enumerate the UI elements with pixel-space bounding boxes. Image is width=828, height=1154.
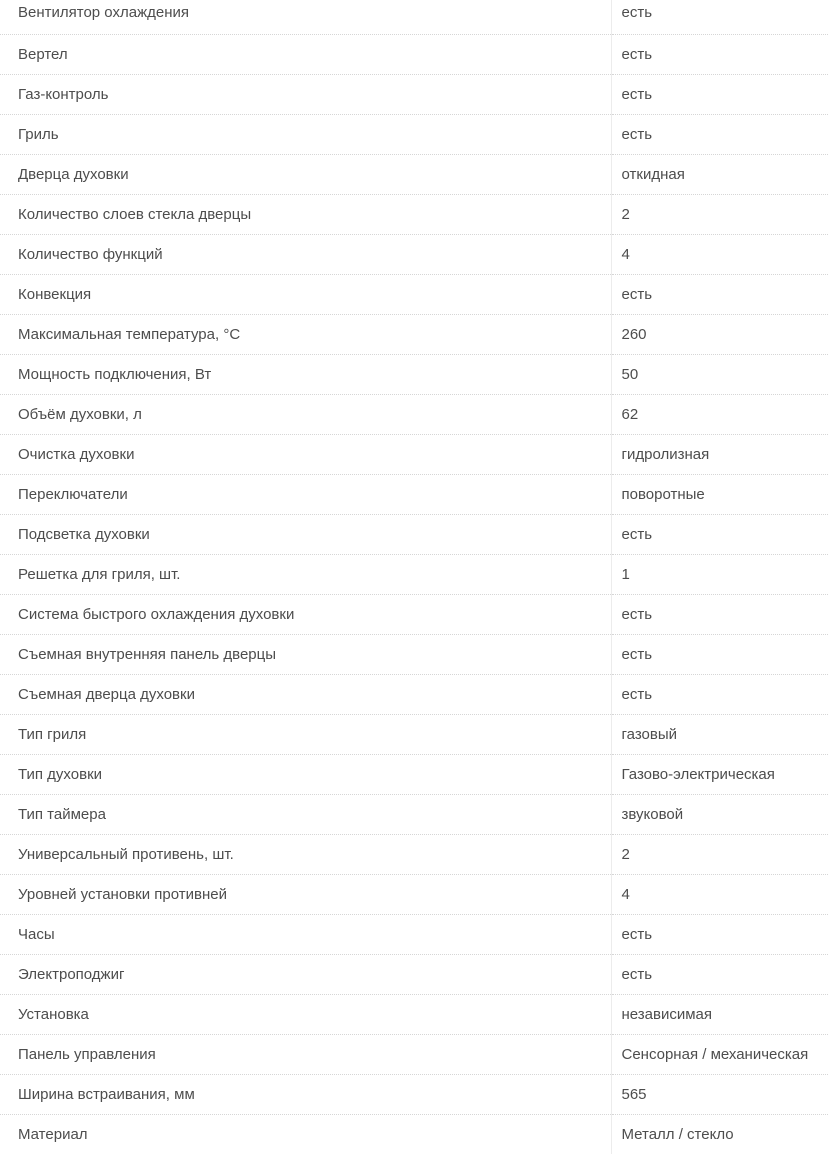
spec-name: Электроподжиг <box>0 954 611 994</box>
spec-value: 565 <box>611 1074 828 1114</box>
spec-row <box>0 274 828 314</box>
spec-row <box>0 1114 828 1154</box>
spec-name: Часы <box>0 914 611 954</box>
spec-row <box>0 1034 828 1074</box>
spec-name: Конвекция <box>0 274 611 314</box>
spec-value: поворотные <box>611 474 828 514</box>
spec-name: Газ-контроль <box>0 74 611 114</box>
spec-name: Объём духовки, л <box>0 394 611 434</box>
spec-row <box>0 554 828 594</box>
spec-name: Количество слоев стекла дверцы <box>0 194 611 234</box>
spec-value: есть <box>611 954 828 994</box>
spec-row <box>0 394 828 434</box>
spec-value: 62 <box>611 394 828 434</box>
spec-row <box>0 914 828 954</box>
spec-row <box>0 234 828 274</box>
spec-name: Подсветка духовки <box>0 514 611 554</box>
spec-row <box>0 874 828 914</box>
spec-value: откидная <box>611 154 828 194</box>
spec-name: Панель управления <box>0 1034 611 1074</box>
spec-row <box>0 794 828 834</box>
spec-name: Тип гриля <box>0 714 611 754</box>
spec-value: звуковой <box>611 794 828 834</box>
spec-value: есть <box>611 74 828 114</box>
spec-name: Универсальный противень, шт. <box>0 834 611 874</box>
spec-value: есть <box>611 674 828 714</box>
spec-row <box>0 994 828 1034</box>
spec-row <box>0 634 828 674</box>
spec-value: 260 <box>611 314 828 354</box>
spec-value: есть <box>611 114 828 154</box>
spec-row <box>0 74 828 114</box>
spec-row <box>0 354 828 394</box>
spec-row <box>0 314 828 354</box>
spec-name: Ширина встраивания, мм <box>0 1074 611 1114</box>
spec-value: есть <box>611 514 828 554</box>
spec-row <box>0 1074 828 1114</box>
spec-row <box>0 594 828 634</box>
spec-value: Сенсорная / механическая <box>611 1034 828 1074</box>
spec-name: Переключатели <box>0 474 611 514</box>
spec-name: Мощность подключения, Вт <box>0 354 611 394</box>
spec-row <box>0 34 828 74</box>
spec-name: Тип таймера <box>0 794 611 834</box>
spec-name: Система быстрого охлаждения духовки <box>0 594 611 634</box>
spec-name: Дверца духовки <box>0 154 611 194</box>
spec-value: 2 <box>611 194 828 234</box>
spec-name: Съемная внутренняя панель дверцы <box>0 634 611 674</box>
spec-name: Вертел <box>0 34 611 74</box>
spec-row <box>0 714 828 754</box>
spec-value: 2 <box>611 834 828 874</box>
spec-name: Установка <box>0 994 611 1034</box>
spec-name: Количество функций <box>0 234 611 274</box>
spec-value: есть <box>611 594 828 634</box>
spec-name: Вентилятор охлаждения <box>0 0 611 34</box>
spec-name: Очистка духовки <box>0 434 611 474</box>
spec-value: независимая <box>611 994 828 1034</box>
spec-value: есть <box>611 0 828 34</box>
spec-name: Уровней установки противней <box>0 874 611 914</box>
spec-value: газовый <box>611 714 828 754</box>
spec-value: 4 <box>611 234 828 274</box>
spec-row <box>0 0 828 34</box>
spec-name: Решетка для гриля, шт. <box>0 554 611 594</box>
spec-row <box>0 194 828 234</box>
spec-value: 50 <box>611 354 828 394</box>
spec-name: Гриль <box>0 114 611 154</box>
spec-row <box>0 434 828 474</box>
spec-value: есть <box>611 34 828 74</box>
spec-value: гидролизная <box>611 434 828 474</box>
spec-value: 4 <box>611 874 828 914</box>
spec-row <box>0 954 828 994</box>
spec-value: Газово-электрическая <box>611 754 828 794</box>
spec-value: 1 <box>611 554 828 594</box>
spec-value: Металл / стекло <box>621 1125 734 1143</box>
spec-row <box>0 474 828 514</box>
spec-row <box>0 114 828 154</box>
spec-value: есть <box>611 914 828 954</box>
spec-value: есть <box>611 634 828 674</box>
spec-value: есть <box>611 274 828 314</box>
spec-row <box>0 514 828 554</box>
spec-row <box>0 754 828 794</box>
spec-name: Материал <box>0 1114 611 1154</box>
spec-name: Съемная дверца духовки <box>0 674 611 714</box>
spec-row <box>0 154 828 194</box>
spec-name: Тип духовки <box>0 754 611 794</box>
spec-row <box>0 834 828 874</box>
spec-name: Максимальная температура, °С <box>0 314 611 354</box>
spec-row <box>0 674 828 714</box>
